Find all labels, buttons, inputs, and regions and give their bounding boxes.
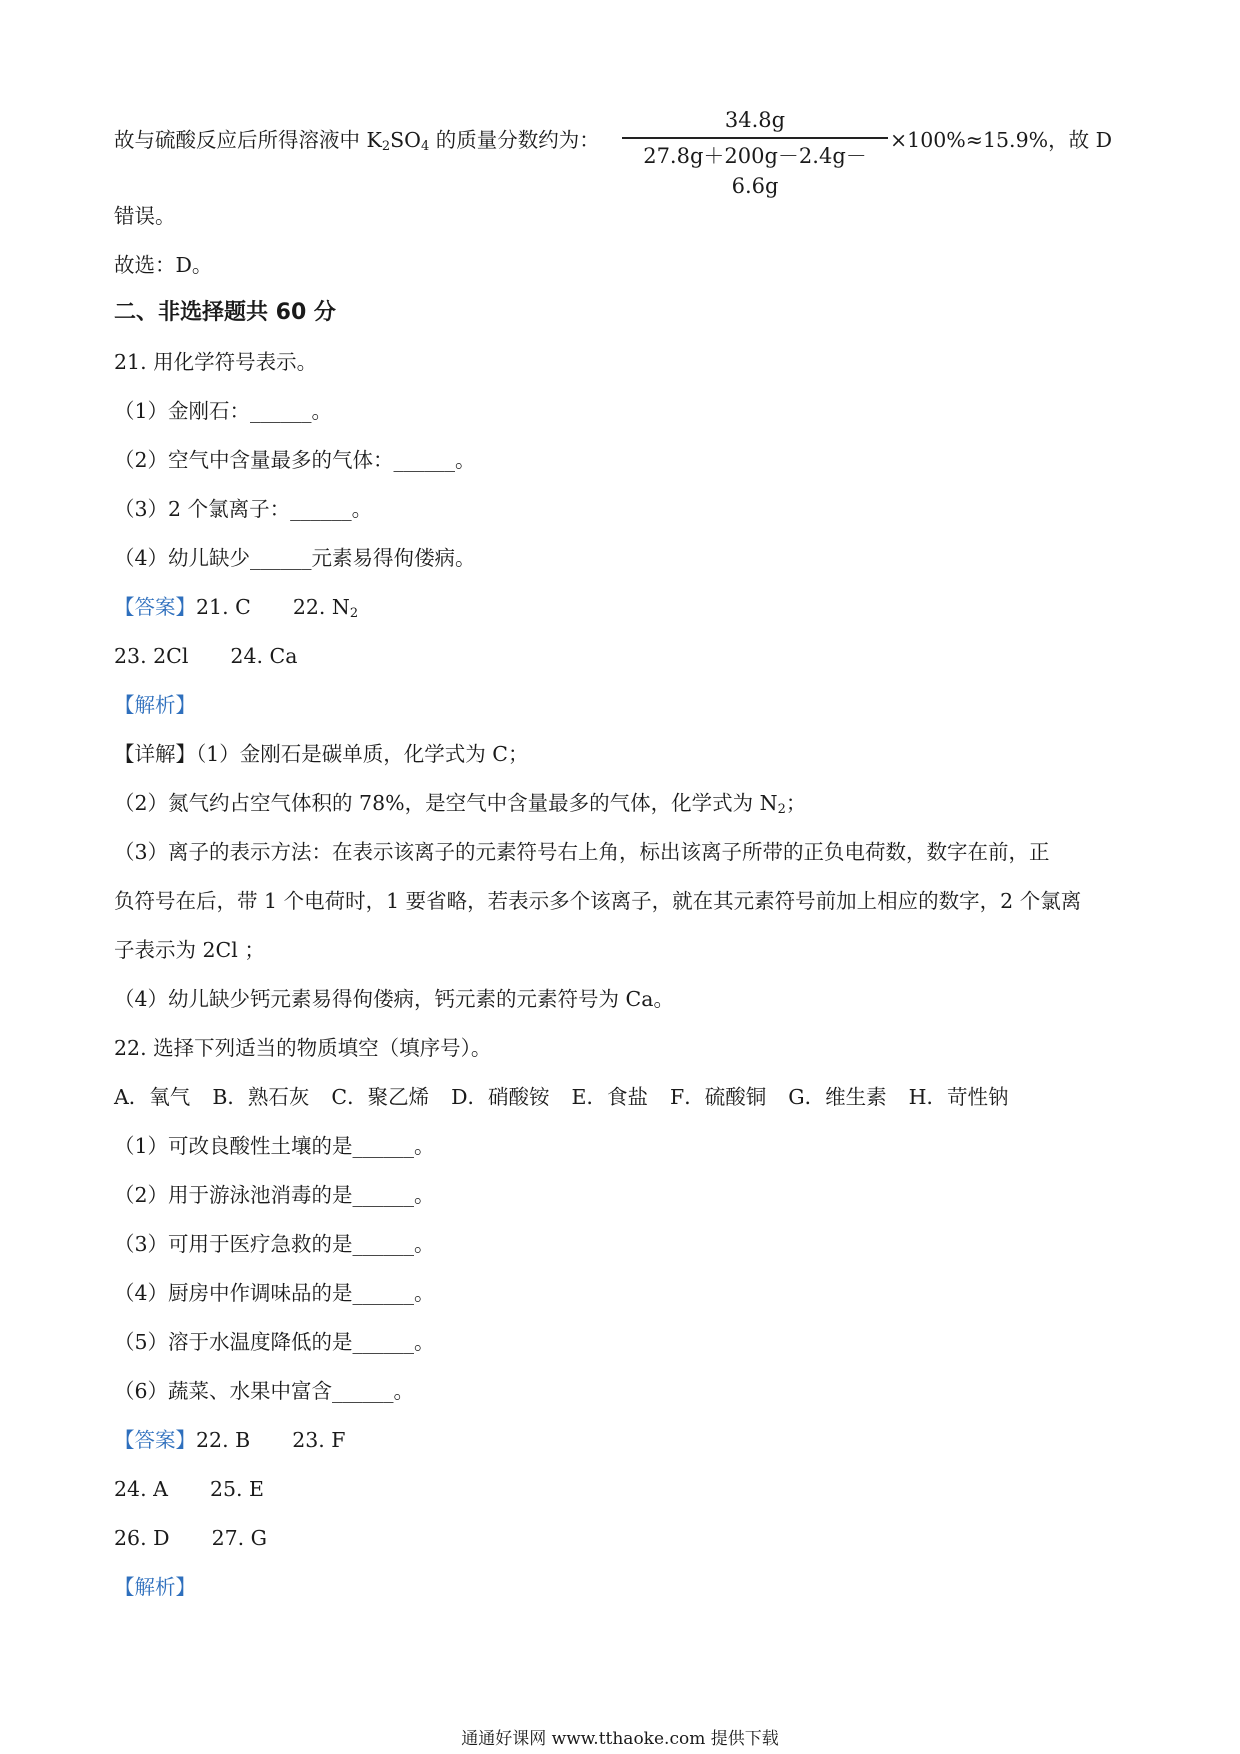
option: E．食盐 [571,1085,648,1109]
q21-detail-4: （4）幼儿缺少钙元素易得佝偻病，钙元素的元素符号为 Ca。 [114,987,674,1011]
q22-options [114,1084,1031,1110]
option: A．氧气 [114,1085,191,1109]
q21-item: （4）幼儿缺少______元素易得佝偻病。 [114,546,476,570]
answer-tag: 【答案】 [114,595,196,619]
option: C．聚乙烯 [331,1085,430,1109]
option: H．苛性钠 [908,1085,1009,1109]
q22-title: 22. 选择下列适当的物质填空（填序号）。 [114,1036,492,1060]
q22-item: （4）厨房中作调味品的是______。 [114,1281,435,1305]
page-footer: 通通好课网 www.tthaoke.com 提供下载 [461,1729,779,1749]
option: G．维生素 [788,1085,887,1109]
q21-item: （2）空气中含量最多的气体：______。 [114,448,476,472]
fraction-numerator: 34.8g [724,108,786,132]
q22-item: （2）用于游泳池消毒的是______。 [114,1183,435,1207]
calc-continuation: 错误。 [114,204,176,228]
option: B．熟石灰 [212,1085,310,1109]
calc-result: ×100%≈15.9%，故 D [890,128,1113,152]
q22-answer-line: 【答案】22. B 23. F [114,1428,346,1452]
q21-title: 21. 用化学符号表示。 [114,350,318,374]
q21-item: （3）2 个氯离子：______。 [114,497,373,521]
q22-answer-line-3: 26. D 27. G [114,1526,268,1550]
q21-answer-line-2: 23. 2Cl 24. Ca [114,644,298,668]
q21-answer-line: 【答案】21. C 22. $N_2$ [114,595,359,621]
mass-fraction [622,105,888,201]
q22-item: （5）溶于水温度降低的是______。 [114,1330,435,1354]
answer-choice: 故选：D。 [114,253,213,277]
answer-tag: 【答案】 [114,1428,196,1452]
analysis-tag: 【解析】 [114,1575,196,1599]
q22-answer-line-2: 24. A 25. E [114,1477,265,1501]
fraction-bar [622,137,888,139]
section-heading: 二、非选择题共 60 分 [114,300,336,325]
q22-item: （3）可用于医疗急救的是______。 [114,1232,435,1256]
q22-item: （1）可改良酸性土壤的是______。 [114,1134,435,1158]
q21-detail-3c: 子表示为 2Cl ； [114,938,265,962]
q21-detail-3b: 负符号在后，带 1 个电荷时，1 要省略，若表示多个该离子，就在其元素符号前加上相应的数字，2 个氯离 [114,889,1082,913]
option: F．硫酸铜 [669,1085,767,1109]
q21-item: （1）金刚石：______。 [114,399,333,423]
detail-tag: 【详解】 [114,742,196,766]
q21-detail-2: （2）氮气约占空气体积的 78%，是空气中含量最多的气体，化学式为 $N_2$； [114,791,807,817]
analysis-tag: 【解析】 [114,693,196,717]
q22-item: （6）蔬菜、水果中富含______。 [114,1379,415,1403]
option: D．硝酸铵 [451,1085,550,1109]
fraction-denominator: 27.8g＋200g－2.4g－6.6g [643,143,867,198]
q21-detail-1: 【详解】（1）金刚石是碳单质，化学式为 C； [114,742,529,766]
q21-detail-3a: （3）离子的表示方法：在表示该离子的元素符号右上角，标出该离子所带的正负电荷数，数字在前，正 [114,840,1050,864]
calc-lead-text: 故与硫酸反应后所得溶液中 $K_2SO_4$ 的质量分数约为： [114,128,600,154]
